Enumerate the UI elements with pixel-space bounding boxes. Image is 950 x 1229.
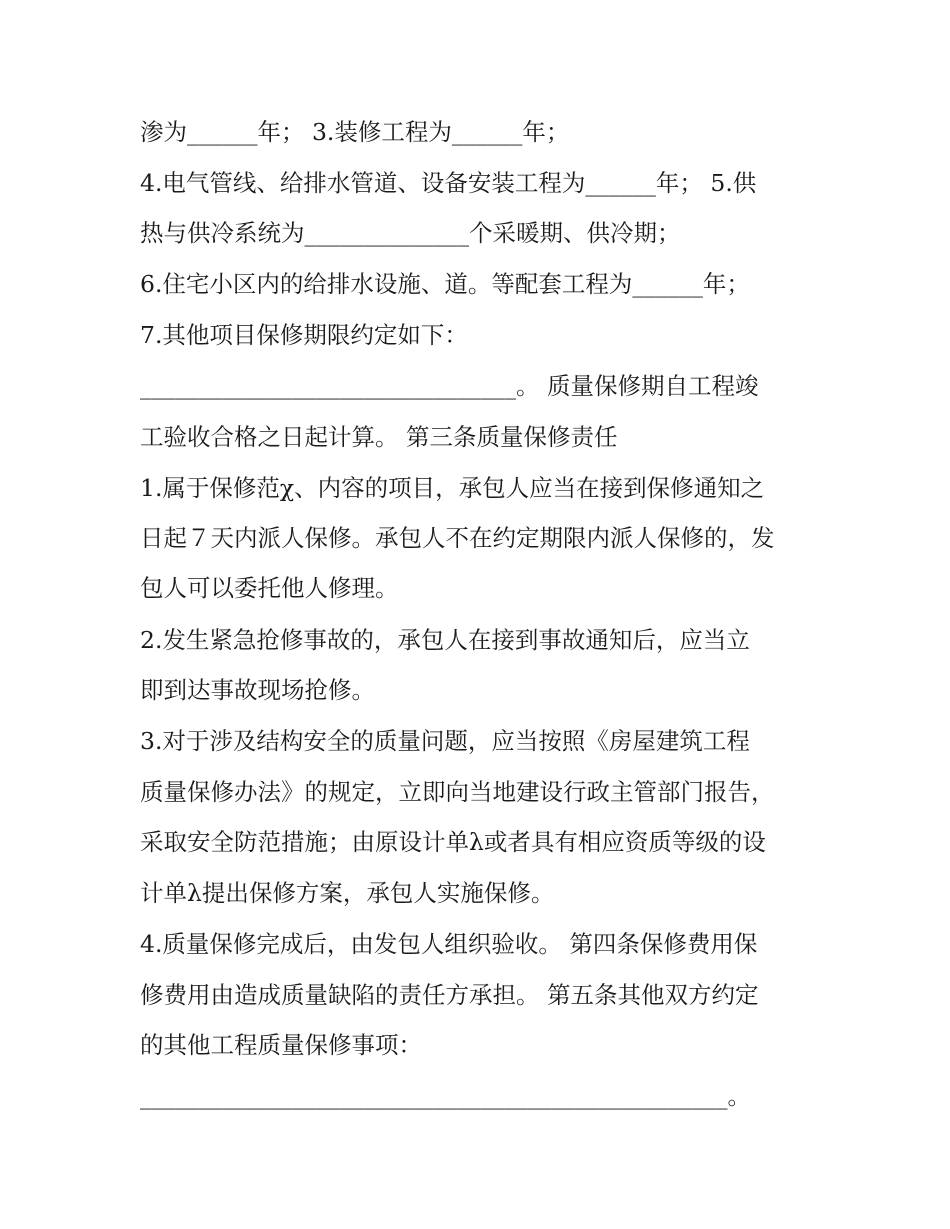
text-line-12: 即到达事故现场抢修。 [140, 676, 375, 704]
text-line-14: 质量保修办法》的规定，立即向当地建设行政主管部门报告， [140, 778, 775, 806]
text-line-13: 3.对于涉及结构安全的质量问题，应当按照《房屋建筑工程 [140, 727, 750, 755]
text-line-20: __________________________________________________。 [140, 1082, 751, 1110]
text-line-8: 1.属于保修范χ、内容的项目，承包人应当在接到保修通知之 [140, 474, 765, 502]
text-line-4: 6.住宅小区内的给排水设施、道。等配套工程为______年； [140, 270, 750, 298]
text-line-10: 包人可以委托他人修理。 [140, 574, 399, 602]
text-line-1: 渗为______年； 3.装修工程为______年； [140, 118, 570, 146]
text-line-19: 的其他工程质量保修事项： [140, 1031, 422, 1059]
text-line-17: 4.质量保修完成后，由发包人组织验收。 第四条保修费用保 [140, 930, 758, 958]
text-line-15: 采取安全防范措施；由原设计单λ或者具有相应资质等级的设 [140, 828, 766, 856]
text-line-3: 热与供冷系统为______________个采暖期、供冷期； [140, 219, 681, 247]
text-line-9: 日起７天内派人保修。承包人不在约定期限内派人保修的，发 [140, 524, 775, 552]
text-line-5: 7.其他项目保修期限约定如下： [140, 321, 468, 349]
text-line-16: 计单λ提出保修方案，承包人实施保修。 [140, 879, 555, 907]
text-line-7: 工验收合格之日起计算。 第三条质量保修责任 [140, 423, 618, 451]
text-line-18: 修费用由造成质量缺陷的责任方承担。 第五条其他双方约定 [140, 981, 759, 1009]
text-line-6: ________________________________。 质量保修期自工程竣 [140, 372, 759, 400]
text-line-11: 2.发生紧急抢修事故的，承包人在接到事故通知后，应当立 [140, 626, 750, 654]
text-line-2: 4.电气管线、给排水管道、设备安装工程为______年； 5.供 [140, 169, 757, 197]
